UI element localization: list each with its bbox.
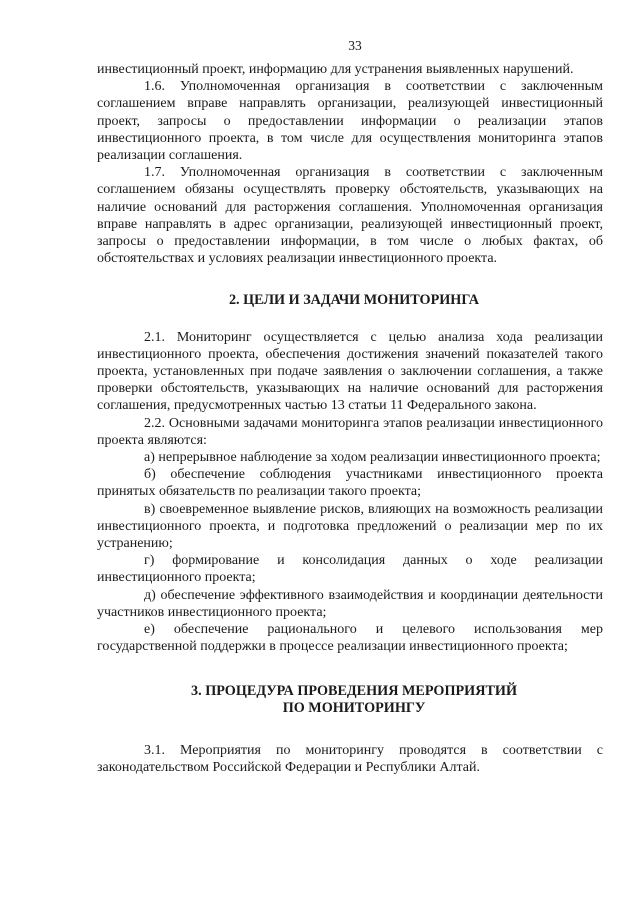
section-2-heading: 2. ЦЕЛИ И ЗАДАЧИ МОНИТОРИНГА [228, 292, 480, 309]
page-number: 33 [348, 38, 362, 53]
paragraph-3-1: 3.1. Мероприятия по мониторингу проводятся в соответствии с законодательством Российской Федерации и Республики Алтай. [97, 742, 603, 776]
section-3-heading-line1: 3. ПРОЦЕДУРА ПРОВЕДЕНИЯ МЕРОПРИЯТИЙ [191, 682, 517, 699]
list-item-g: г) формирование и консолидация данных о ходе реализации инвестиционного проекта; [97, 553, 603, 586]
section-3-heading [97, 683, 603, 717]
paragraph-1-6: 1.6. Уполномоченная организация в соответствии с заключенным соглашением вправе направлять организации, реализующей инвестиционный проект, запросы о предоставлении информации о реализации этапов инвестиционного проекта, в том числе для осуществления мониторинга этапов реализации соглашения. [97, 79, 603, 164]
list-item-b: б) обеспечение соблюдения участниками инвестиционного проекта принятых обязательств по реализации такого проекта; [97, 467, 603, 500]
list-item-e: е) обеспечение рационального и целевого использования мер государственной поддержки в процессе реализации инвестиционного проекта; [97, 622, 603, 655]
list-item-a: а) непрерывное наблюдение за ходом реализации инвестиционного проекта; [144, 450, 601, 466]
section-3-heading-line2: ПО МОНИТОРИНГУ [282, 699, 426, 716]
list-item-v: в) своевременное выявление рисков, влияющих на возможность реализации инвестиционного проекта, и подготовка предложений о реализации мер по их устранению; [97, 501, 603, 552]
paragraph-2-1: 2.1. Мониторинг осуществляется с целью анализа хода реализации инвестиционного проекта, обеспечения достижения значений показателей такого проекта, установленных при подаче заявления о заключении соглашения, а также проверки обстоятельств, указывающих на наличие оснований для расторжения соглашения, предусмотренных частью 13 статьи 11 Федерального закона. [97, 329, 603, 414]
list-item-d: д) обеспечение эффективного взаимодействия и координации деятельности участников инвестиционного проекта; [97, 587, 603, 620]
paragraph-2-2: 2.2. Основными задачами мониторинга этапов реализации инвестиционного проекта являются: [97, 415, 603, 448]
paragraph-1-7: 1.7. Уполномоченная организация в соответствии с заключенным соглашением обязаны осуществлять проверку обстоятельств, указывающих на наличие оснований для расторжения соглашения. Уполномоченная организация вправе направлять в адрес организации, реализующей инвестиционный проект, запросы о предоставлении информации, в том числе о любых фактах, об обстоятельствах и условиях реализации инвестиционного проекта. [97, 165, 603, 267]
paragraph-continuation: инвестиционный проект, информацию для устранения выявленных нарушений. [97, 62, 574, 77]
